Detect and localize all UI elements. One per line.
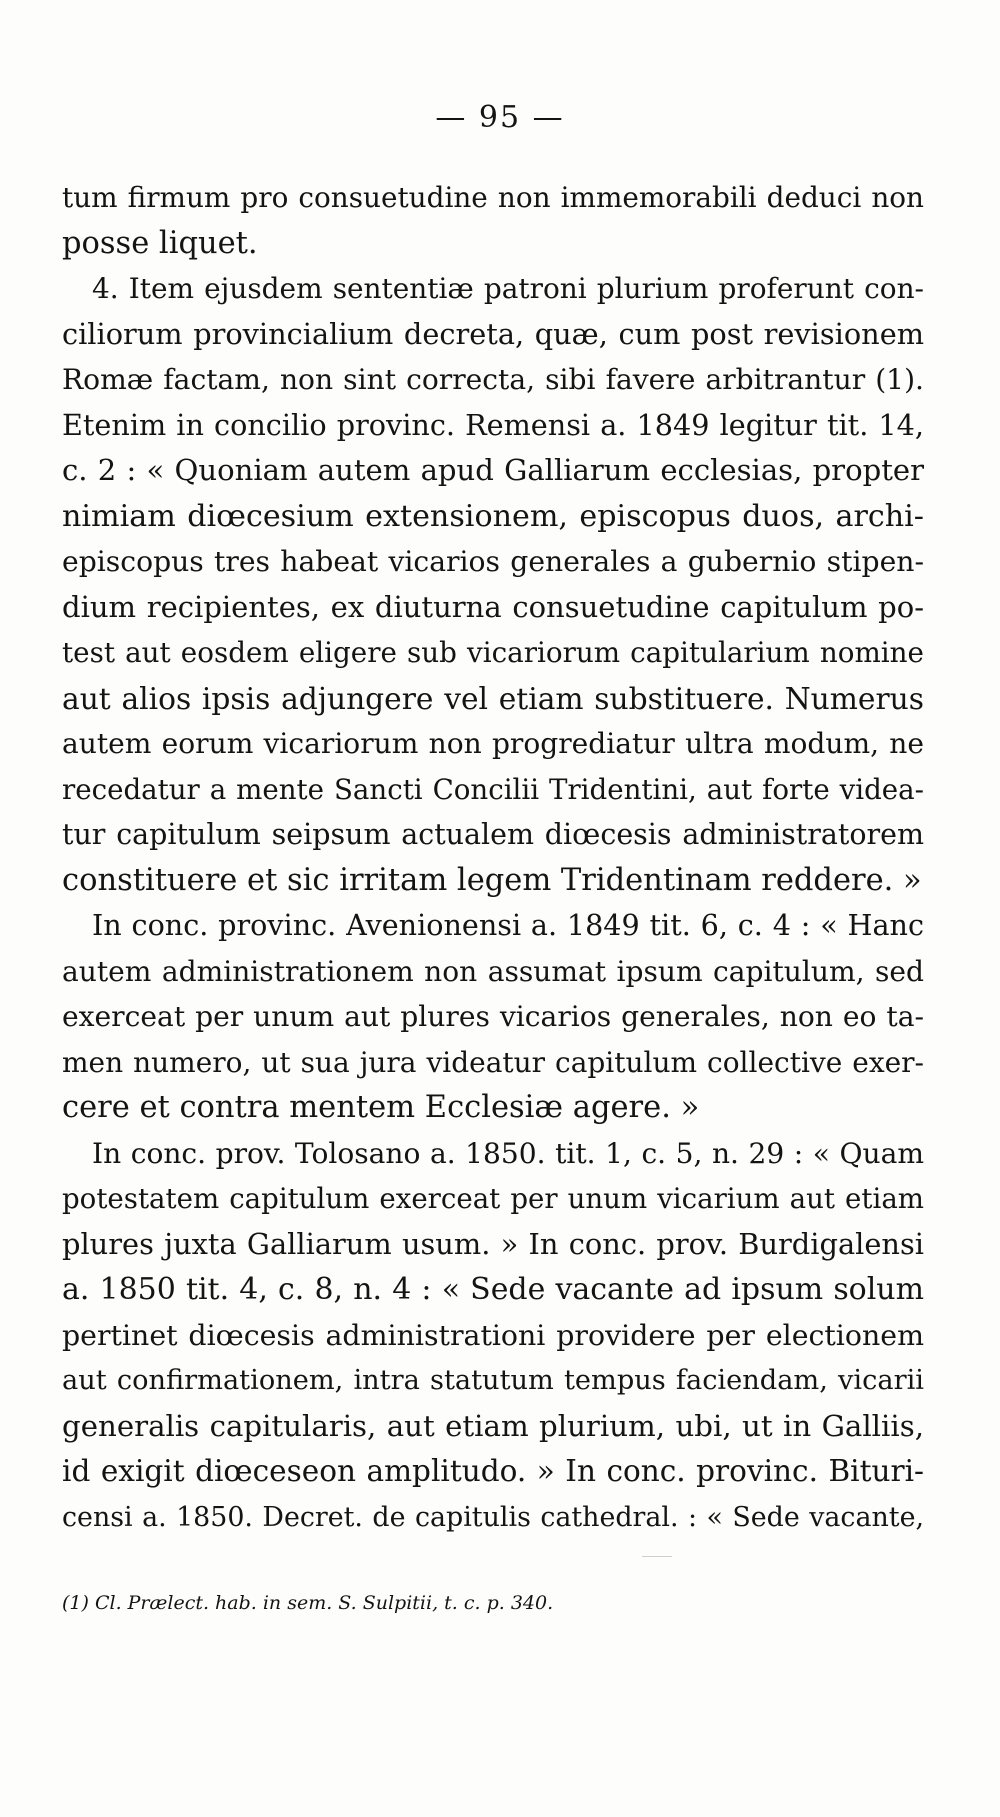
text-line: test aut eosdem eligere sub vicariorum capitularium nomine [62,636,924,669]
text-line: 4. Item ejusdem sententiæ patroni plurium proferunt con- [92,272,924,305]
text-line: dium recipientes, ex diuturna consuetudine capitulum po- [62,589,924,624]
text-line: a. 1850 tit. 4, c. 8, n. 4 : « Sede vacante ad ipsum solum [62,1272,924,1307]
text-line: aut confirmationem, intra statutum tempus faciendam, vicarii [62,1365,924,1396]
footnote: (1) Cl. Prælect. hab. in sem. S. Sulpitii, t. c. p. 340. [62,1592,554,1614]
body-text [62,175,924,1540]
text-line: constituere et sic irritam legem Tridentinam reddere. » [62,862,922,898]
text-line: recedatur a mente Sancti Concilii Tridentini, aut forte videa- [62,772,924,806]
text-line: exerceat per unum aut plures vicarios generales, non eo ta- [62,1000,924,1033]
text-line: potestatem capitulum exerceat per unum vicarium aut etiam [62,1182,924,1215]
text-line: Etenim in concilio provinc. Remensi a. 1849 legitur tit. 14, [62,407,924,442]
text-line: In conc. provinc. Avenionensi a. 1849 tit. 6, c. 4 : « Hanc [92,908,924,942]
text-line: In conc. prov. Tolosano a. 1850. tit. 1, c. 5, n. 29 : « Quam [92,1136,924,1170]
text-line: aut alios ipsis adjungere vel etiam substituere. Numerus [62,680,924,716]
page-number: — 95 — [435,100,565,135]
text-line: plures juxta Galliarum usum. » In conc. prov. Burdigalensi [62,1226,924,1261]
text-line: episcopus tres habeat vicarios generales a gubernio stipen- [62,545,924,578]
text-line: id exigit diœceseon amplitudo. » In conc. provinc. Bituri- [62,1454,924,1488]
text-line: cere et contra mentem Ecclesiæ agere. » [62,1090,700,1125]
text-line: posse liquet. [62,225,258,261]
footnote-divider [642,1556,672,1557]
text-line: nimiam diœcesium extensionem, episcopus duos, archi- [62,498,924,534]
text-line: censi a. 1850. Decret. de capitulis cathedral. : « Sede vacante, [62,1501,924,1533]
text-line: generalis capitularis, aut etiam plurium, ubi, ut in Galliis, [62,1408,924,1443]
text-line: autem eorum vicariorum non progrediatur ultra modum, ne [62,727,924,760]
text-line: men numero, ut sua jura videatur capitulum collective exer- [62,1045,924,1079]
text-line: tum firmum pro consuetudine non immemorabili deduci non [62,181,924,214]
text-line: autem administrationem non assumat ipsum capitulum, sed [62,954,924,988]
text-line: Romæ factam, non sint correcta, sibi favere arbitrantur (1). [62,363,924,396]
text-line: tur capitulum seipsum actualem diœcesis administratorem [62,818,924,851]
text-line: c. 2 : « Quoniam autem apud Galliarum ecclesias, propter [62,453,924,487]
text-line: ciliorum provincialium decreta, quæ, cum post revisionem [62,316,924,351]
text-line: pertinet diœcesis administrationi providere per electionem [62,1318,924,1352]
